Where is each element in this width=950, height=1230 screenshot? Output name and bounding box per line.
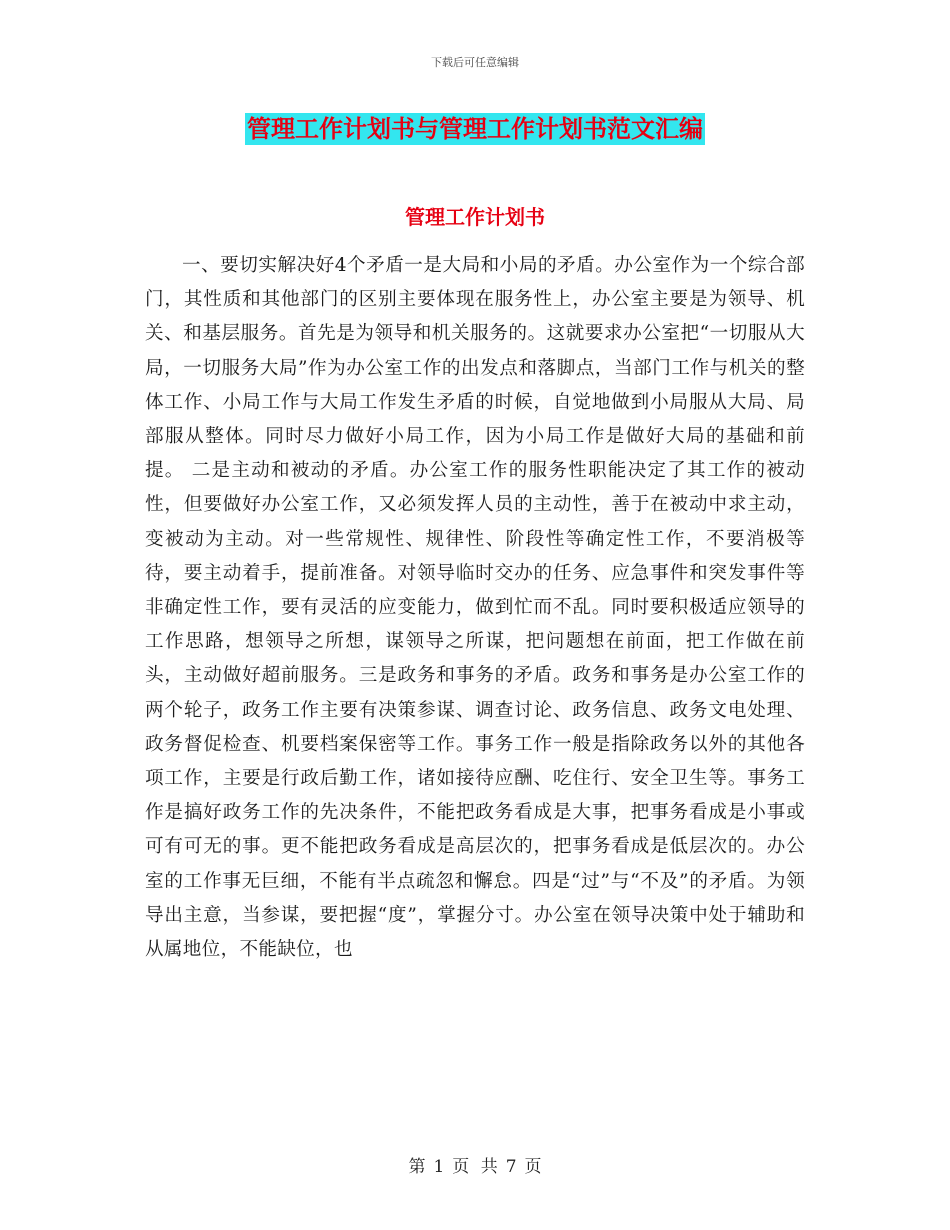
document-title: 管理工作计划书与管理工作计划书范文汇编	[247, 114, 703, 143]
footer-prefix: 第	[408, 1157, 426, 1177]
page-footer	[0, 1152, 950, 1177]
document-title-container	[0, 113, 950, 145]
header-note: 下载后可任意编辑	[431, 56, 519, 69]
body-paragraph: 一、要切实解决好4个矛盾一是大局和小局的矛盾。办公室作为一个综合部门，其性质和其他部门的区别主要体现在服务性上，办公室主要是为领导、机关、和基层服务。首先是为领导和机关服务的。这就要求办公室把“一切服从大局，一切服务大局”作为办公室工作的出发点和落脚点，当部门工作与机关的整体工作、小局工作与大局工作发生矛盾的时候，自觉地做到小局服从大局、局部服从整体。同时尽力做好小局工作，因为小局工作是做好大局的基础和前提。 二是主动和被动的矛盾。办公室工作的服务性职能决定了其工作的被动性，但要做好办公室工作，又必须发挥人员的主动性，善于在被动中求主动，变被动为主动。对一些常规性、规律性、阶段性等确定性工作，不要消极等待，要主动着手，提前准备。对领导临时交办的任务、应急事件和突发事件等非确定性工作，要有灵活的应变能力，做到忙而不乱。同时要积极适应领导的工作思路，想领导之所想，谋领导之所谋，把问题想在前面，把工作做在前头，主动做好超前服务。三是政务和事务的矛盾。政务和事务是办公室工作的两个轮子，政务工作主要有决策参谋、调查讨论、政务信息、政务文电处理、政务督促检查、机要档案保密等工作。事务工作一般是指除政务以外的其他各项工作，主要是行政后勤工作，诸如接待应酬、吃住行、安全卫生等。事务工作是搞好政务工作的先决条件，不能把政务看成是大事，把事务看成是小事或可有可无的事。更不能把政务看成是高层次的，把事务看成是低层次的。办公室的工作事无巨细，不能有半点疏忽和懈怠。四是“过”与“不及”的矛盾。为领导出主意，当参谋，要把握“度”，掌握分寸。办公室在领导决策中处于辅助和从属地位，不能缺位，也	[145, 255, 805, 961]
footer-current-page: 1	[433, 1157, 445, 1177]
footer-total-pages: 7	[505, 1157, 517, 1177]
footer-middle: 页 共	[452, 1157, 498, 1177]
section-title: 管理工作计划书	[405, 205, 545, 229]
footer-suffix: 页	[524, 1157, 542, 1177]
